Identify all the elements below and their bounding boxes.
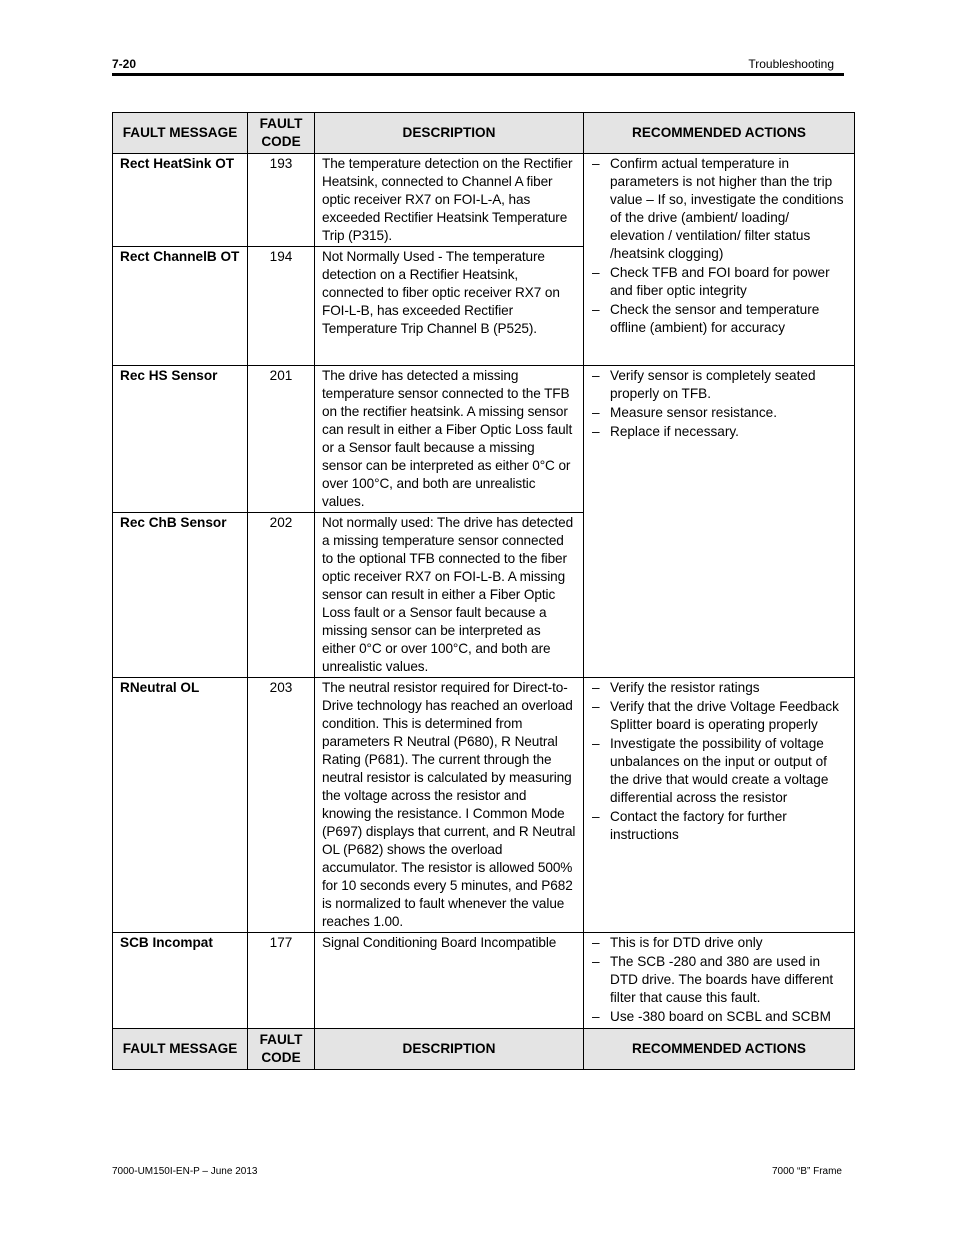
fault-table [112, 112, 855, 1070]
col-recommended-actions: RECOMMENDED ACTIONS [584, 113, 855, 154]
section-title: Troubleshooting [748, 57, 834, 71]
document-id: 7000-UM150I-EN-P – June 2013 [112, 1166, 258, 1177]
table-row [113, 678, 855, 933]
fault-code: 194 [248, 247, 315, 366]
action-item: – Confirm actual temperature in parameters is not higher than the trip value – If so, investigate the conditions of the drive (ambient/ loading/ elevation / ventilation/ filter status /heatsink clogging) [610, 155, 846, 263]
fault-description: Signal Conditioning Board Incompatible [315, 933, 584, 1029]
fault-code: 201 [248, 366, 315, 513]
action-item: – Verify the resistor ratings [610, 679, 846, 697]
recommended-actions [584, 933, 855, 1029]
fault-description: The drive has detected a missing temperature sensor connected to the TFB on the rectifier heatsink. A missing sensor can result in either a Fiber Optic Loss fault or a Sensor fault because a missing sensor can be interpreted as either 0°C or over 100°C, and both are unrealistic values. [315, 366, 584, 513]
fault-message: SCB Incompat [113, 933, 248, 1029]
recommended-actions [584, 678, 855, 933]
col-description: DESCRIPTION [315, 1029, 584, 1070]
fault-message: RNeutral OL [113, 678, 248, 933]
recommended-actions [584, 366, 855, 678]
fault-message: Rect HeatSink OT [113, 154, 248, 247]
col-fault-message: FAULT MESSAGE [113, 113, 248, 154]
fault-code: 203 [248, 678, 315, 933]
fault-message: Rec HS Sensor [113, 366, 248, 513]
action-item: – Check the sensor and temperature offline (ambient) for accuracy [610, 301, 846, 337]
fault-description: Not Normally Used - The temperature detection on a Rectifier Heatsink, connected to fiber optic receiver RX7 on FOI-L-B, has exceeded Rectifier Temperature Trip Channel B (P525). [315, 247, 584, 366]
col-fault-code: FAULT CODE [248, 113, 315, 154]
action-item: – Measure sensor resistance. [610, 404, 846, 422]
action-item: – Verify that the drive Voltage Feedback Splitter board is operating properly [610, 698, 846, 734]
action-item: – Verify sensor is completely seated properly on TFB. [610, 367, 846, 403]
header-rule [112, 73, 844, 76]
table-header-row [113, 113, 855, 154]
action-item: – Check TFB and FOI board for power and fiber optic integrity [610, 264, 846, 300]
recommended-actions [584, 154, 855, 366]
col-fault-code: FAULT CODE [248, 1029, 315, 1070]
action-item: – Use -380 board on SCBL and SCBM [610, 1008, 846, 1026]
table-row [113, 366, 855, 513]
col-fault-message: FAULT MESSAGE [113, 1029, 248, 1070]
fault-code: 177 [248, 933, 315, 1029]
product-name: 7000 “B” Frame [771, 1166, 842, 1177]
action-item: – This is for DTD drive only [610, 934, 846, 952]
fault-description: The neutral resistor required for Direct-to-Drive technology has reached an overload condition. This is determined from parameters R Neutral (P680), R Neutral Rating (P681). The current through the neutral resistor is calculated by measuring the voltage across the resistor and knowing the resistance. I Common Mode (P697) displays that current, and R Neutral OL (P682) shows the overload accumulator. The resistor is allowed 500% for 10 seconds every 5 minutes, and P682 is normalized to fault whenever the value reaches 1.00. [315, 678, 584, 933]
fault-description: Not normally used: The drive has detected a missing temperature sensor connected to the optional TFB connected to the fiber optic receiver RX7 on FOI-L-B. A missing sensor can result in either a Fiber Optic Loss fault or a Sensor fault because a missing sensor can be interpreted as either 0°C or over 100°C, and both are unrealistic values. [315, 513, 584, 678]
col-recommended-actions: RECOMMENDED ACTIONS [584, 1029, 855, 1070]
action-item: – The SCB -280 and 380 are used in DTD drive. The boards have different filter that cause this fault. [610, 953, 846, 1007]
col-description: DESCRIPTION [315, 113, 584, 154]
action-item: – Replace if necessary. [610, 423, 846, 441]
page-number: 7-20 [112, 57, 137, 71]
action-item: – Contact the factory for further instructions [610, 808, 846, 844]
action-item: – Investigate the possibility of voltage unbalances on the input or output of the drive that would create a voltage differential across the resistor [610, 735, 846, 807]
fault-code: 202 [248, 513, 315, 678]
table-footer-row [113, 1029, 855, 1070]
fault-description: The temperature detection on the Rectifier Heatsink, connected to Channel A fiber optic receiver RX7 on FOI-L-A, has exceeded Rectifier Heatsink Temperature Trip (P315). [315, 154, 584, 247]
table-row [113, 154, 855, 247]
table-row [113, 933, 855, 1029]
fault-message: Rect ChannelB OT [113, 247, 248, 366]
fault-message: Rec ChB Sensor [113, 513, 248, 678]
fault-code: 193 [248, 154, 315, 247]
